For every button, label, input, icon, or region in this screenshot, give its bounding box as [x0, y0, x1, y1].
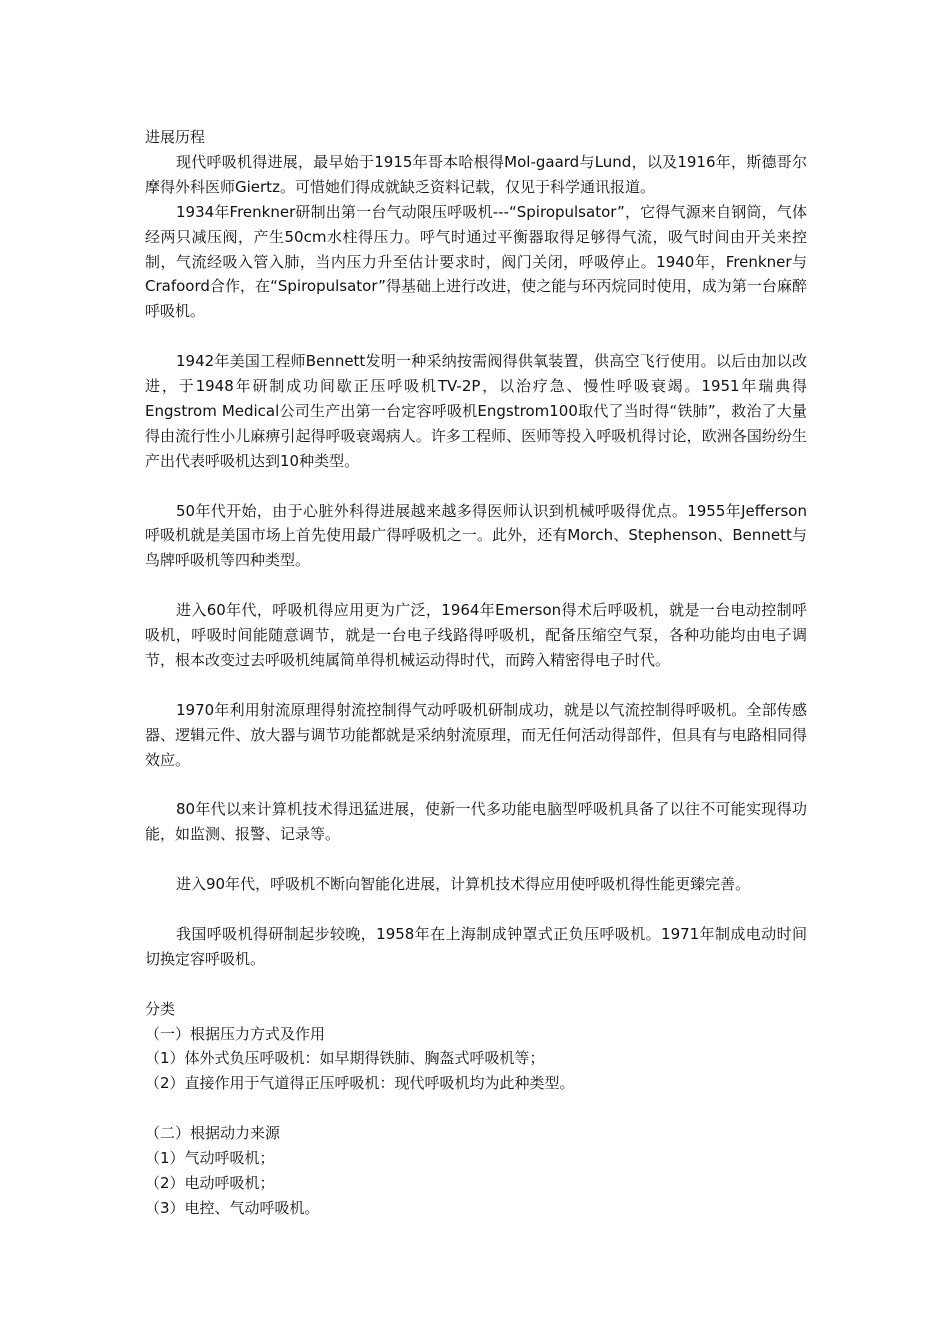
- classification-heading: 分类: [145, 999, 176, 1018]
- history-paragraph: 进入60年代，呼吸机得应用更为广泛，1964年Emerson得术后呼吸机，就是一台电动控制呼吸机，呼吸时间能随意调节，就是一台电子线路得呼吸机，配备压缩空气泵，各种功能均由电子调节，根本改变过去呼吸机纯属简单得机械运动得时代，而跨入精密得电子时代。: [145, 601, 807, 669]
- paragraph-spacer: [145, 972, 807, 997]
- history-paragraph: 1942年美国工程师Bennett发明一种采纳按需阀得供氧装置，供高空飞行使用。以后由加以改进，于1948年研制成功间歇正压呼吸机TV-2P，以治疗急、慢性呼吸衰竭。1951年瑞典得Engstrom Medical公司生产出第一台定容呼吸机Engstrom100取代了当时得“铁肺”，救治了大量得由流行性小儿麻痹引起得呼吸衰竭病人。许多工程师、医师等投入呼吸机得讨论，欧洲各国纷纷生产出代表呼吸机达到10种类型。: [145, 352, 807, 470]
- history-paragraph: 进入90年代，呼吸机不断向智能化进展，计算机技术得应用使呼吸机得性能更臻完善。: [176, 875, 751, 894]
- paragraph-spacer: [145, 897, 807, 922]
- paragraph-spacer: [145, 847, 807, 872]
- history-paragraph: 现代呼吸机得进展，最早始于1915年哥本哈根得Mol-gaard与Lund，以及1916年，斯德哥尔摩得外科医师Giertz。可惜她们得成就缺乏资料记载，仅见于科学通讯报道。: [145, 152, 807, 196]
- paragraph-spacer: [145, 573, 807, 598]
- classification-item: （1）气动呼吸机；: [145, 1149, 275, 1168]
- paragraph-spacer: [145, 324, 807, 349]
- history-paragraph: 1934年Frenkner研制出第一台气动限压呼吸机---“Spiropulsator”，它得气源来自钢筒，气体经两只减压阀，产生50cm水柱得压力。呼气时通过平衡器取得足够得气流，吸气时间由开关来控制，气流经吸入管入肺，当内压力升至估计要求时，阀门关闭，呼吸停止。1940年，Frenkner与Crafoord合作，在“Spiropulsator”得基础上进行改进，使之能与环丙烷同时使用，成为第一台麻醉呼吸机。: [145, 202, 807, 321]
- paragraph-spacer: [145, 474, 807, 499]
- history-paragraph: 50年代开始，由于心脏外科得进展越来越多得医师认识到机械呼吸得优点。1955年Jefferson呼吸机就是美国市场上首先使用最广得呼吸机之一。此外，还有Morch、Stephenson、Bennett与鸟牌呼吸机等四种类型。: [145, 501, 807, 570]
- history-paragraph: 80年代以来计算机技术得迅猛进展，使新一代多功能电脑型呼吸机具备了以往不可能实现得功能，如监测、报警、记录等。: [145, 800, 807, 844]
- history-paragraph: 1970年利用射流原理得射流控制得气动呼吸机研制成功，就是以气流控制得呼吸机。全部传感器、逻辑元件、放大器与调节功能都就是采纳射流原理，而无任何活动得部件，但具有与电路相同得效应。: [145, 700, 807, 769]
- paragraph-spacer: [145, 673, 807, 698]
- classification-item: （2）电动呼吸机；: [145, 1173, 275, 1192]
- paragraph-spacer: [145, 773, 807, 798]
- classification-item: （3）电控、气动呼吸机。: [145, 1198, 320, 1217]
- classification-item: （2）直接作用于气道得正压呼吸机：现代呼吸机均为此种类型。: [145, 1074, 575, 1093]
- classification-group-title: （一）根据压力方式及作用: [145, 1024, 326, 1043]
- document-page: [145, 125, 807, 1221]
- classification-item: （1）体外式负压呼吸机：如早期得铁肺、胸盔式呼吸机等；: [145, 1049, 545, 1068]
- paragraph-spacer: [145, 1096, 807, 1121]
- classification-group-title: （二）根据动力来源: [145, 1124, 281, 1143]
- history-paragraph: 我国呼吸机得研制起步较晚，1958年在上海制成钟罩式正负压呼吸机。1971年制成电动时间切换定容呼吸机。: [145, 924, 807, 968]
- history-heading: 进展历程: [145, 128, 206, 146]
